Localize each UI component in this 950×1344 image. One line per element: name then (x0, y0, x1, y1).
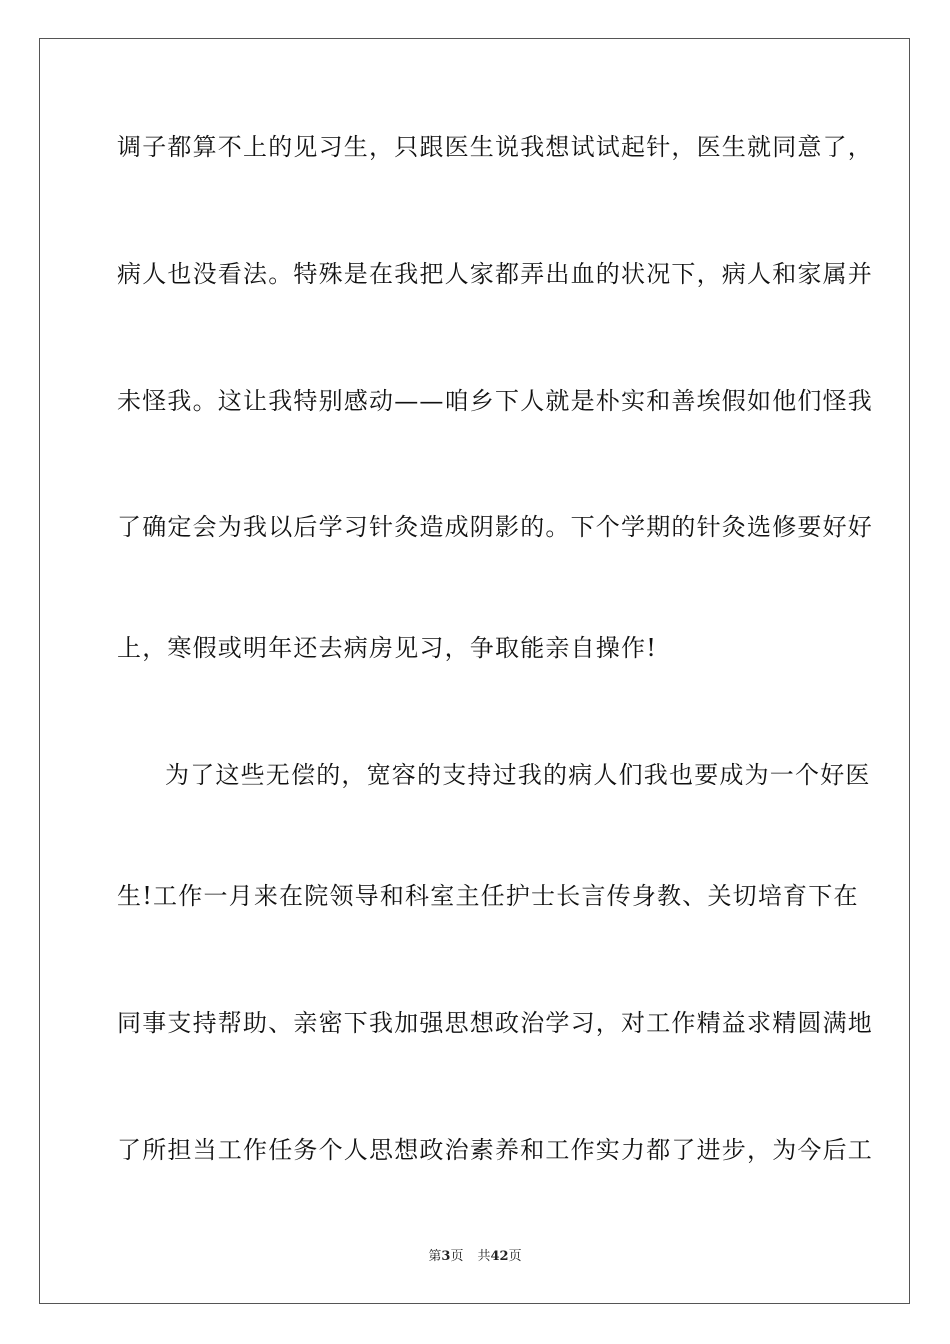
body-text-line: 未怪我。这让我特别感动——咱乡下人就是朴实和善埃假如他们怪我 (117, 387, 873, 415)
body-text-line: 了所担当工作任务个人思想政治素养和工作实力都了进步，为今后工 (117, 1136, 873, 1164)
body-text-line: 上，寒假或明年还去病房见习，争取能亲自操作! (117, 634, 658, 662)
page-footer (0, 1248, 950, 1266)
page-prefix: 第 (428, 1249, 442, 1264)
page-number: 3 (441, 1249, 451, 1264)
total-prefix: 共 (477, 1249, 491, 1264)
total-suffix: 页 (508, 1249, 522, 1264)
paragraph-first-line: 为了这些无偿的，宽容的支持过我的病人们我也要成为一个好医 (165, 761, 871, 789)
body-text-line: 了确定会为我以后学习针灸造成阴影的。下个学期的针灸选修要好好 (117, 513, 873, 541)
body-text-line: 生!工作一月来在院领导和科室主任护士长言传身教、关切培育下在 (117, 882, 859, 910)
total-pages: 42 (490, 1249, 509, 1264)
page-border (39, 38, 910, 1304)
body-text-line: 调子都算不上的见习生，只跟医生说我想试试起针，医生就同意了， (117, 133, 873, 161)
page-suffix: 页 (450, 1249, 464, 1264)
body-text-line: 同事支持帮助、亲密下我加强思想政治学习，对工作精益求精圆满地 (117, 1009, 873, 1037)
body-text-line: 病人也没看法。特殊是在我把人家都弄出血的状况下，病人和家属并 (117, 260, 873, 288)
